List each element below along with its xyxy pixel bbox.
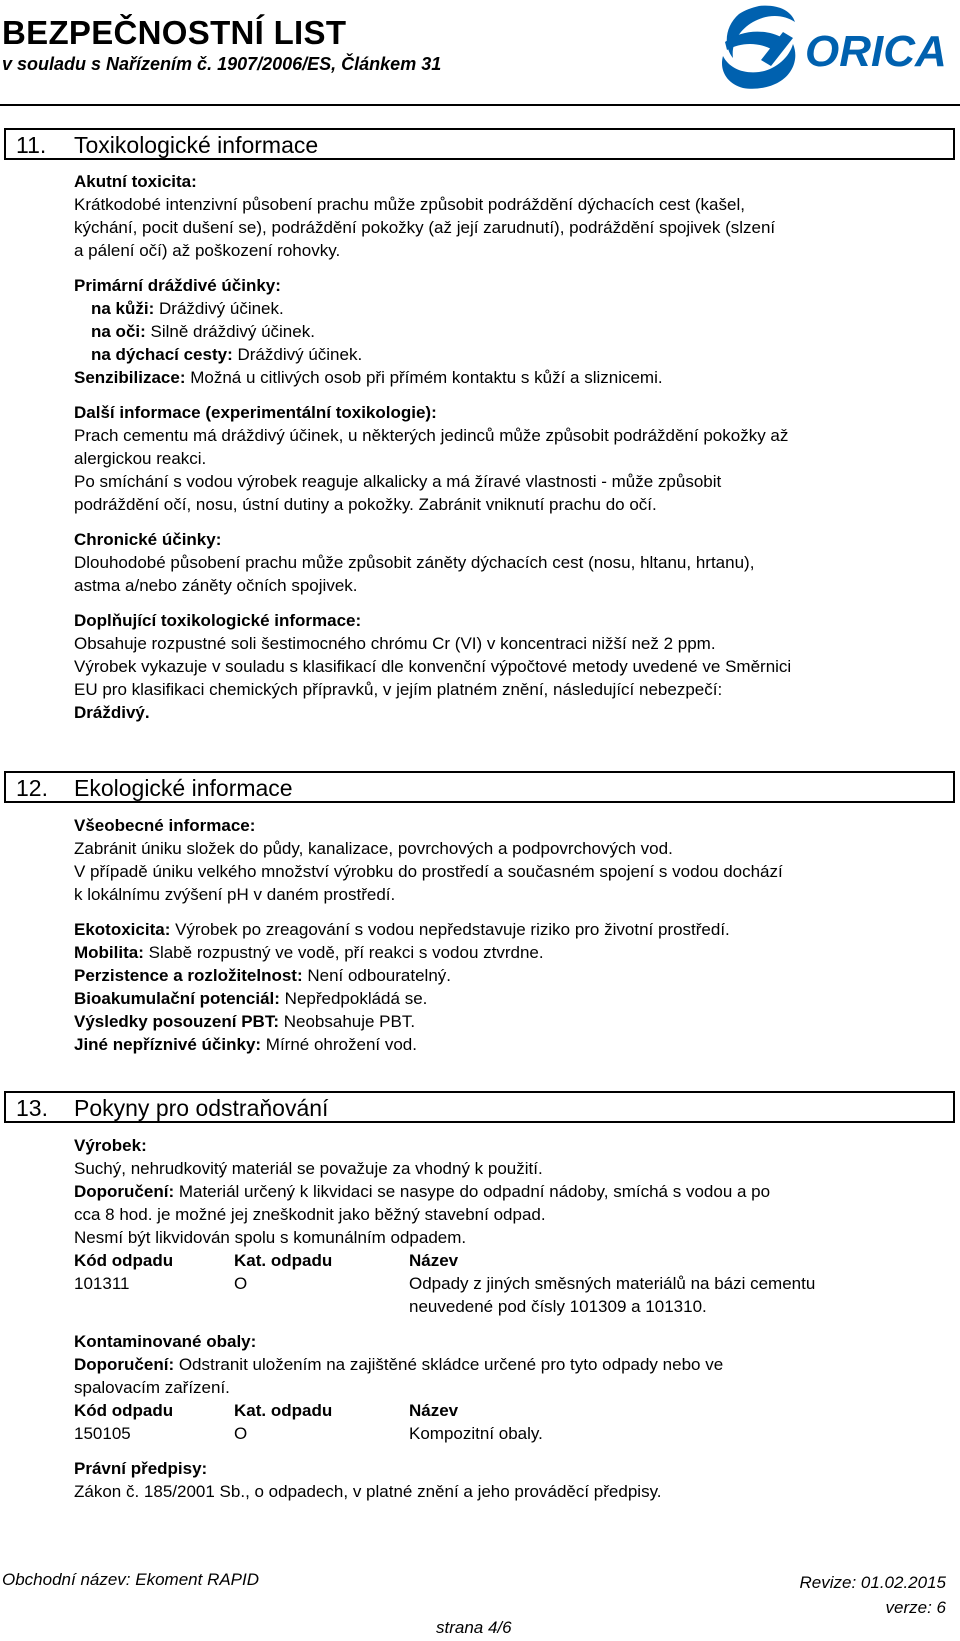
footer-trade-name: Obchodní název: Ekoment RAPID bbox=[2, 1570, 260, 1589]
waste-table-product bbox=[74, 1249, 939, 1318]
acute-toxicity-heading: Akutní toxicita: bbox=[74, 172, 197, 191]
section-11-heading bbox=[4, 128, 955, 160]
legislation-heading: Právní předpisy: bbox=[74, 1459, 208, 1478]
revision-date: Revize: 01.02.2015 bbox=[799, 1573, 946, 1592]
text-line: Po smíchání s vodou výrobek reaguje alkalicky a má žíravé vlastnosti - může způsobit bbox=[74, 472, 722, 491]
pbt-results: Výsledky posouzení PBT: Neobsahuje PBT. bbox=[74, 1012, 416, 1031]
orica-logo bbox=[713, 2, 958, 98]
table-row bbox=[74, 1272, 939, 1318]
document-title: BEZPEČNOSTNÍ LIST bbox=[2, 14, 347, 51]
experimental-toxicology-heading: Další informace (experimentální toxikologie): bbox=[74, 403, 437, 422]
column-header: Kat. odpadu bbox=[234, 1401, 333, 1420]
text-line: Zabránit úniku složek do půdy, kanalizace, povrchových a podpovrchových vod. bbox=[74, 839, 673, 858]
general-info-heading: Všeobecné informace: bbox=[74, 816, 256, 835]
text-line: Zákon č. 185/2001 Sb., o odpadech, v platné znění a jeho prováděcí předpisy. bbox=[74, 1482, 662, 1501]
recommendation: Doporučení: Odstranit uložením na zajištěné skládce určené pro tyto odpady nebo ve bbox=[74, 1355, 724, 1374]
waste-code: 150105 bbox=[74, 1424, 131, 1443]
text-line: cca 8 hod. je možné jej zneškodnit jako běžný stavební odpad. bbox=[74, 1205, 546, 1224]
persistence: Perzistence a rozložitelnost: Není odbouratelný. bbox=[74, 966, 452, 985]
section-number: 13. bbox=[16, 1095, 48, 1121]
waste-name: Kompozitní obaly. bbox=[409, 1424, 543, 1443]
respiratory-effect: na dýchací cesty: Dráždivý účinek. bbox=[91, 345, 363, 364]
column-header: Název bbox=[409, 1251, 459, 1270]
product-heading: Výrobek: bbox=[74, 1136, 147, 1155]
table-row bbox=[74, 1422, 939, 1445]
footer-revision-block bbox=[800, 1570, 947, 1620]
contaminated-packaging-heading: Kontaminované obaly: bbox=[74, 1332, 257, 1351]
version: verze: 6 bbox=[885, 1598, 946, 1617]
section-title: Toxikologické informace bbox=[74, 132, 319, 158]
supplementary-info-heading: Doplňující toxikologické informace: bbox=[74, 611, 362, 630]
waste-category: O bbox=[234, 1274, 248, 1293]
table-header-row bbox=[74, 1399, 939, 1422]
sensitization: Senzibilizace: Možná u citlivých osob při přímém kontaktu s kůží a sliznicemi. bbox=[74, 368, 663, 387]
section-13-body bbox=[74, 1134, 954, 1503]
column-header: Kód odpadu bbox=[74, 1251, 174, 1270]
text-line: EU pro klasifikaci chemických přípravků, v jejím platném znění, následující nebezpečí: bbox=[74, 680, 723, 699]
primary-irritant-heading: Primární dráždivé účinky: bbox=[74, 276, 281, 295]
ecotoxicity: Ekotoxicita: Výrobek po zreagování s vodou nepředstavuje riziko pro životní prostředí. bbox=[74, 920, 730, 939]
eye-effect: na oči: Silně dráždivý účinek. bbox=[91, 322, 315, 341]
text-line: k lokálnímu zvýšení pH v daném prostředí. bbox=[74, 885, 396, 904]
recommendation: Doporučení: Materiál určený k likvidaci se nasype do odpadní nádoby, smíchá s vodou a po bbox=[74, 1182, 771, 1201]
section-13-heading bbox=[4, 1091, 955, 1123]
text-line: Výrobek vykazuje v souladu s klasifikací dle konvenční výpočtové metody uvedené ve Směrnici bbox=[74, 657, 792, 676]
text-line: Obsahuje rozpustné soli šestimocného chrómu Cr (VI) v koncentraci nižší než 2 ppm. bbox=[74, 634, 716, 653]
text-line: a pálení očí) až poškození rohovky. bbox=[74, 241, 341, 260]
text-line: astma a/nebo záněty očních spojivek. bbox=[74, 576, 358, 595]
section-12-heading bbox=[4, 771, 955, 803]
text-line: Prach cementu má dráždivý účinek, u některých jedinců může způsobit podráždění pokožky až bbox=[74, 426, 789, 445]
document-subtitle: v souladu s Nařízením č. 1907/2006/ES, Článkem 31 bbox=[2, 54, 442, 74]
waste-code: 101311 bbox=[74, 1274, 130, 1293]
waste-name: Odpady z jiných směsných materiálů na bázi cementu neuvedené pod čísly 101309 a 101310. bbox=[409, 1274, 816, 1316]
column-header: Kód odpadu bbox=[74, 1401, 174, 1420]
logo-wordmark: ORICA bbox=[805, 27, 947, 76]
section-number: 12. bbox=[16, 775, 48, 801]
column-header: Název bbox=[409, 1401, 459, 1420]
text-line: kýchání, pocit dušení se), podráždění pokožky (až její zarudnutí), podráždění spojivek (slzení bbox=[74, 218, 776, 237]
chronic-effects-heading: Chronické účinky: bbox=[74, 530, 222, 549]
text-line: Nesmí být likvidován spolu s komunálním odpadem. bbox=[74, 1228, 467, 1247]
waste-category: O bbox=[234, 1424, 248, 1443]
text-line: Dlouhodobé působení prachu může způsobit záněty dýchacích cest (nosu, hltanu, hrtanu), bbox=[74, 553, 755, 572]
other-adverse-effects: Jiné nepříznivé účinky: Mírné ohrožení vod. bbox=[74, 1035, 417, 1054]
section-11-body bbox=[74, 170, 954, 724]
section-12-body bbox=[74, 814, 954, 1056]
page-number: strana 4/6 bbox=[436, 1618, 512, 1637]
column-header: Kat. odpadu bbox=[234, 1251, 333, 1270]
mobility: Mobilita: Slabě rozpustný ve vodě, pří reakci s vodou ztvrdne. bbox=[74, 943, 544, 962]
table-header-row bbox=[74, 1249, 939, 1272]
bioaccumulation: Bioakumulační potenciál: Nepředpokládá se. bbox=[74, 989, 428, 1008]
section-title: Pokyny pro odstraňování bbox=[74, 1095, 329, 1121]
text-line: podráždění očí, nosu, ústní dutiny a pokožky. Zabránit vniknutí prachu do očí. bbox=[74, 495, 657, 514]
text-line: alergickou reakci. bbox=[74, 449, 207, 468]
skin-effect: na kůži: Dráždivý účinek. bbox=[91, 299, 284, 318]
section-number: 11. bbox=[16, 132, 47, 158]
text-line: Krátkodobé intenzivní působení prachu může způsobit podráždění dýchacích cest (kašel, bbox=[74, 195, 745, 214]
header-rule bbox=[0, 104, 960, 106]
waste-table-packaging bbox=[74, 1399, 939, 1445]
text-line: spalovacím zařízení. bbox=[74, 1378, 230, 1397]
hazard-classification: Dráždivý. bbox=[74, 703, 150, 722]
text-line: Suchý, nehrudkovitý materiál se považuje za vhodný k použití. bbox=[74, 1159, 543, 1178]
section-title: Ekologické informace bbox=[74, 775, 293, 801]
text-line: V případě úniku velkého množství výrobku do prostředí a současném spojení s vodou dochází bbox=[74, 862, 783, 881]
